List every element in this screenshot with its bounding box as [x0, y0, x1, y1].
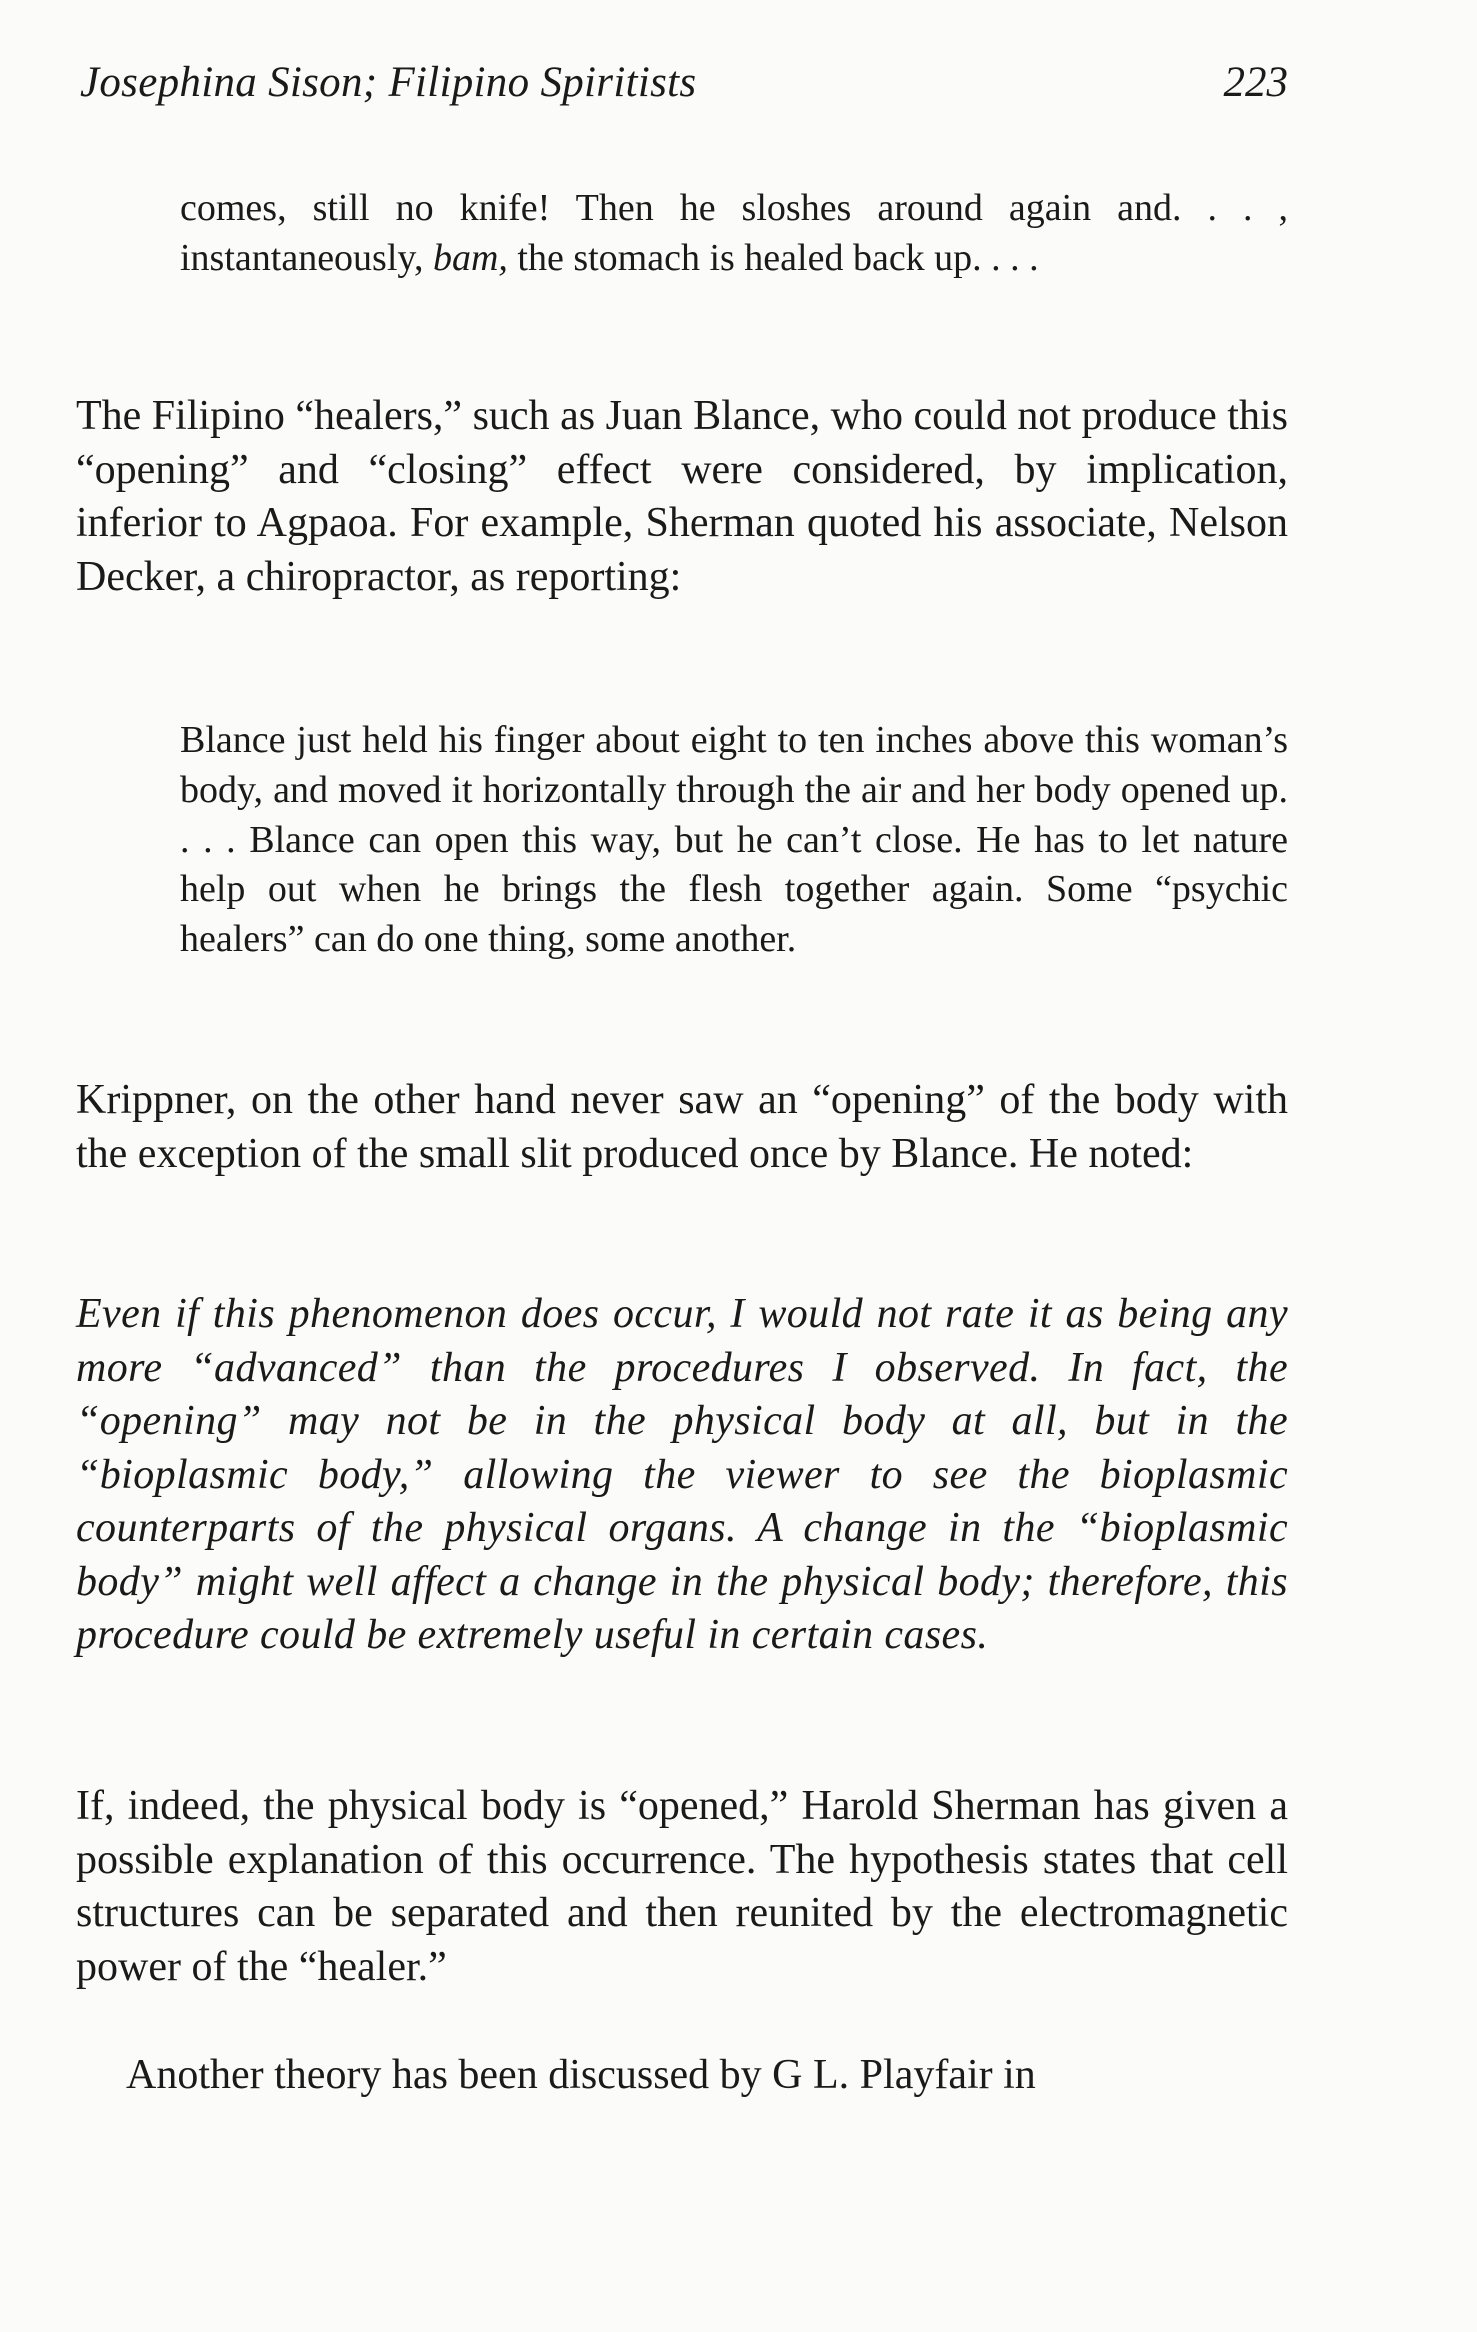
- extract-1-text-b: the stomach is healed back up. . . .: [507, 236, 1039, 279]
- page-header: [80, 58, 1288, 118]
- body-paragraph-1: The Filipino “healers,” such as Juan Blance, who could not produce this “opening” and “closing” effect were considered, by implication, inferior to Agpaoa. For example, Sherman quoted his associate, Nelson Decker, a chiropractor, as reporting:: [76, 393, 1288, 600]
- italic-quote: Even if this phenomenon does occur, I would not rate it as being any more “advanced” than the procedures I observed. In fact, the “opening” may not be in the physical body at all, but in the “bioplasmic body,” allowing the viewer to see the bioplasmic counterparts of the physical organs. A change in the “bioplasmic body” might well affect a change in the physical body; therefore, this procedure could be extremely useful in certain cases.: [76, 1291, 1288, 1658]
- extract-quote-2: Blance just held his finger about eight to ten inches above this woman’s body, and moved it horizontally through the air and her body opened up. . . . Blance can open this way, but he can’t close. He has to let nature help out when he brings the flesh together again. Some “psychic healers” can do one thing, some another.: [180, 719, 1288, 961]
- body-paragraph-4: Another theory has been discussed by G L. Playfair in: [126, 2052, 1036, 2098]
- extract-quote-1: [180, 184, 1288, 284]
- page-number: 223: [1223, 59, 1288, 106]
- body-paragraph-2: Krippner, on the other hand never saw an “opening” of the body with the exception of the small slit produced once by Blance. He noted:: [76, 1077, 1288, 1177]
- body-paragraph-3: If, indeed, the physical body is “opened,” Harold Sherman has given a possible explanation of this occurrence. The hypothesis states that cell structures can be separated and then reunited by the electromagnetic power of the “healer.”: [76, 1783, 1288, 1990]
- extract-1-emphasis: bam,: [432, 236, 508, 279]
- running-head: Josephina Sison; Filipino Spiritists: [80, 59, 697, 106]
- extract-1-text-a: comes, still no knife! Then he sloshes around again and. . . , instantaneously,: [180, 187, 1288, 279]
